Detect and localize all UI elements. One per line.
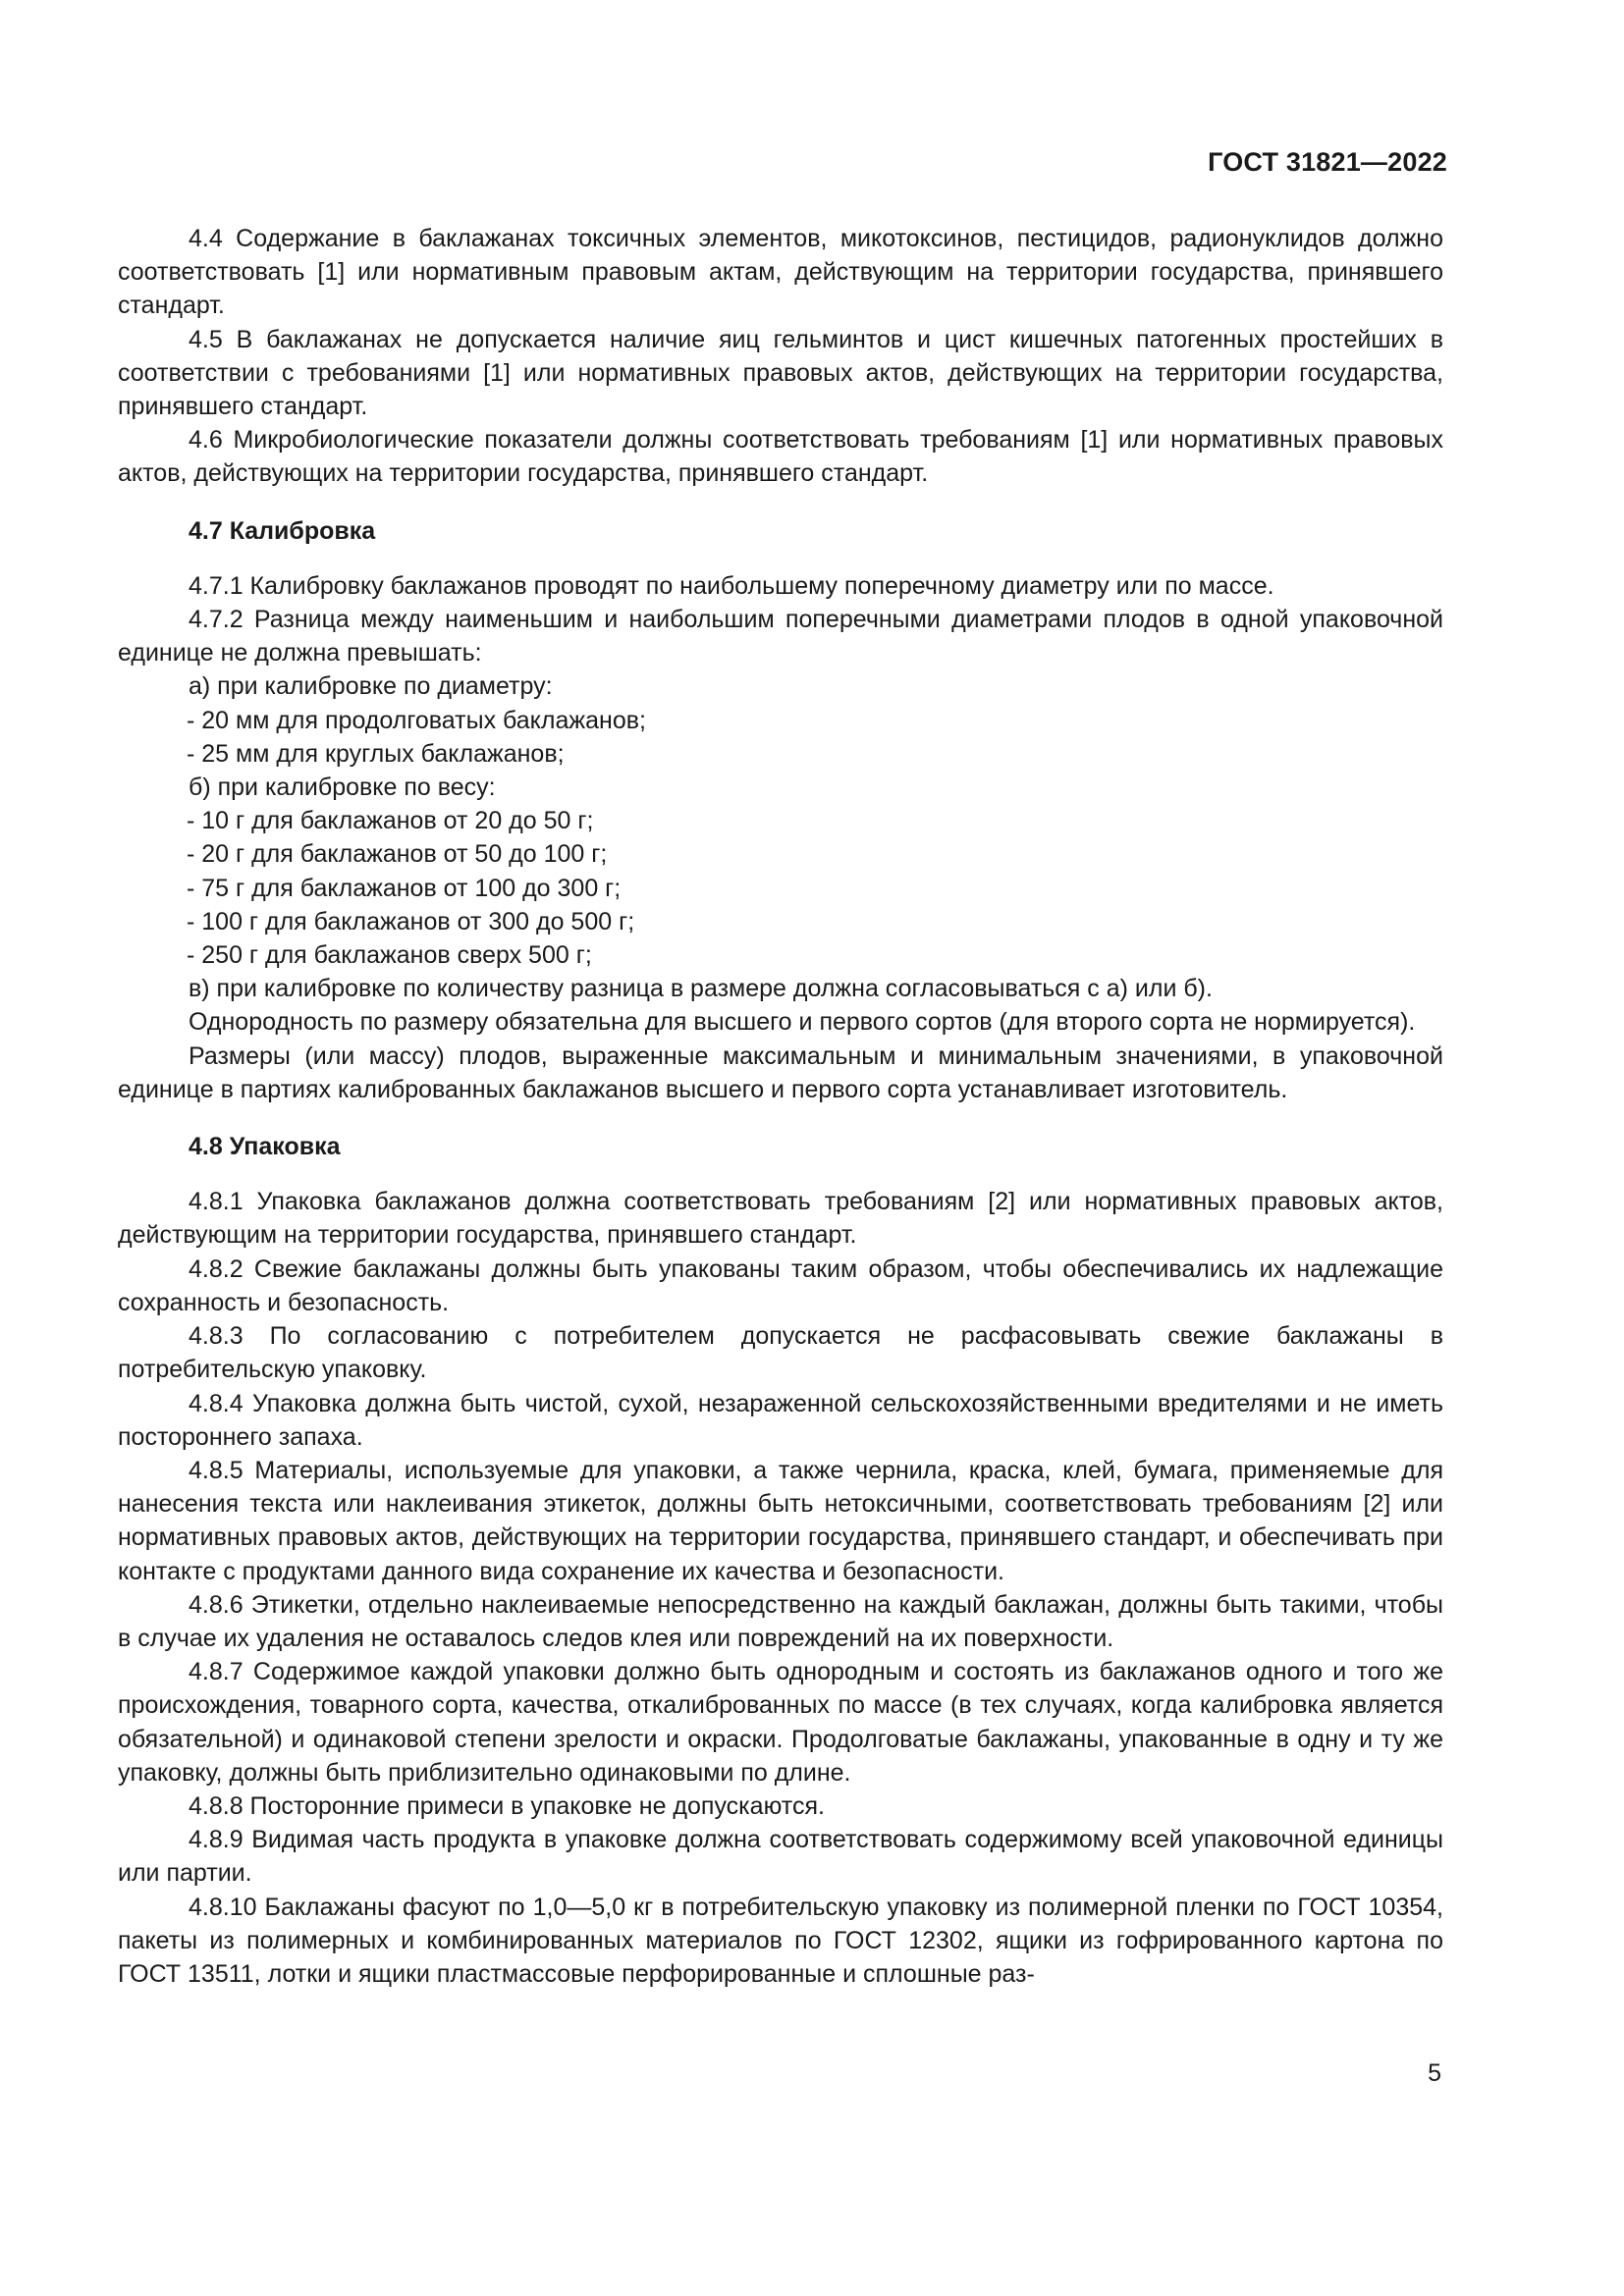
paragraph-4-4: 4.4 Содержание в баклажанах токсичных элементов, микотоксинов, пестицидов, радионуклидов должно соответствовать [1] или нормативным правовым актам, действующим на территории государства, принявшего стандарт. [118,225,1443,320]
paragraph-4-6: 4.6 Микробиологические показатели должны соответствовать требованиям [1] или нормативных правовых актов, действующих на территории государства, принявшего стандарт. [118,426,1443,488]
document-code: ГОСТ 31821—2022 [1208,147,1447,177]
list-item: - 75 г для баклажанов от 100 до 300 г; [187,874,622,902]
list-item: - 20 мм для продолговатых баклажанов; [187,706,646,734]
page-number: 5 [1428,2059,1441,2087]
paragraph-4-5: 4.5 В баклажанах не допускается наличие яиц гельминтов и цист кишечных патогенных простейших в соответствии с требованиями [1] или нормативных правовых актов, действующих на территории государства, принявшего стандарт. [118,325,1443,421]
paragraph-4-8-9: 4.8.9 Видимая часть продукта в упаковке должна соответствовать содержимому всей упаковочной единицы или партии. [118,1826,1443,1888]
list-item: - 20 г для баклажанов от 50 до 100 г; [187,840,608,869]
list-item-a: а) при калибровке по диаметру: [189,672,553,701]
list-item: - 25 мм для круглых баклажанов; [187,739,565,768]
paragraph-4-8-6: 4.8.6 Этикетки, отдельно наклеиваемые непосредственно на каждый баклажан, должны быть такими, чтобы в случае их удаления не оставалось следов клея или повреждений на их поверхности. [118,1590,1443,1652]
paragraph-uniformity: Однородность по размеру обязательна для высшего и первого сортов (для второго сорта не нормируется). [189,1008,1416,1037]
paragraph-4-8-7: 4.8.7 Содержимое каждой упаковки должно быть однородным и состоять из баклажанов одного и того же происхождения, товарного сорта, качества, откалиброванных по массе (в тех случаях, когда калибровка является обязательной) и одинаковой степени зрелости и окраски. Продолговатые баклажаны, упакованные в одну и ту же упаковку, должны быть приблизительно одинаковыми по длине. [118,1658,1443,1787]
paragraph-4-7-1: 4.7.1 Калибровку баклажанов проводят по наибольшему поперечному диаметру или по массе. [189,571,1274,600]
paragraph-4-8-4: 4.8.4 Упаковка должна быть чистой, сухой, незараженной сельскохозяйственными вредителями и не иметь постороннего запаха. [118,1389,1443,1451]
section-heading-calibration: 4.7 Калибровка [189,516,376,545]
paragraph-4-8-1: 4.8.1 Упаковка баклажанов должна соответствовать требованиям [2] или нормативных правовых актов, действующим на территории государства, принявшего стандарт. [118,1188,1443,1250]
paragraph-4-8-3: 4.8.3 По согласованию с потребителем допускается не расфасовывать свежие баклажаны в потребительскую упаковку. [118,1322,1443,1384]
list-item: - 10 г для баклажанов от 20 до 50 г; [187,807,594,835]
paragraph-4-8-8: 4.8.8 Посторонние примеси в упаковке не допускаются. [189,1791,825,1820]
list-item: - 250 г для баклажанов сверх 500 г; [187,941,592,970]
paragraph-4-8-10: 4.8.10 Баклажаны фасуют по 1,0—5,0 кг в потребительскую упаковку из полимерной пленки по ГОСТ 10354, пакеты из полимерных и комбинированных материалов по ГОСТ 12302, ящики из гофрированного картона по ГОСТ 13511, лотки и ящики пластмассовые перфорированные и сплошные раз- [118,1893,1443,1988]
paragraph-sizes: Размеры (или массу) плодов, выраженные максимальным и минимальным значениями, в упаковочной единице в партиях калиброванных баклажанов высшего и первого сорта устанавливает изготовитель. [118,1041,1443,1103]
list-item-b: б) при калибровке по весу: [189,774,496,802]
list-item: - 100 г для баклажанов от 300 до 500 г; [187,907,635,935]
paragraph-4-8-2: 4.8.2 Свежие баклажаны должны быть упакованы таким образом, чтобы обеспечивались их надлежащие сохранность и безопасность. [118,1255,1443,1316]
page-content [118,222,1443,1991]
paragraph-4-7-2: 4.7.2 Разница между наименьшим и наибольшим поперечными диаметрами плодов в одной упаковочной единице не должна превышать: [118,606,1443,667]
section-heading-packaging: 4.8 Упаковка [189,1133,341,1161]
paragraph-4-8-5: 4.8.5 Материалы, используемые для упаковки, а также чернила, краска, клей, бумага, применяемые для нанесения текста или наклеивания этикеток, должны быть нетоксичными, соответствовать требованиям [2] или нормативных правовых актов, действующих на территории государства, принявшего стандарт, и обеспечивать при контакте с продуктами данного вида сохранение их качества и безопасности. [118,1456,1443,1585]
list-item-c: в) при калибровке по количеству разница в размере должна согласовываться с а) или б). [189,975,1213,1003]
